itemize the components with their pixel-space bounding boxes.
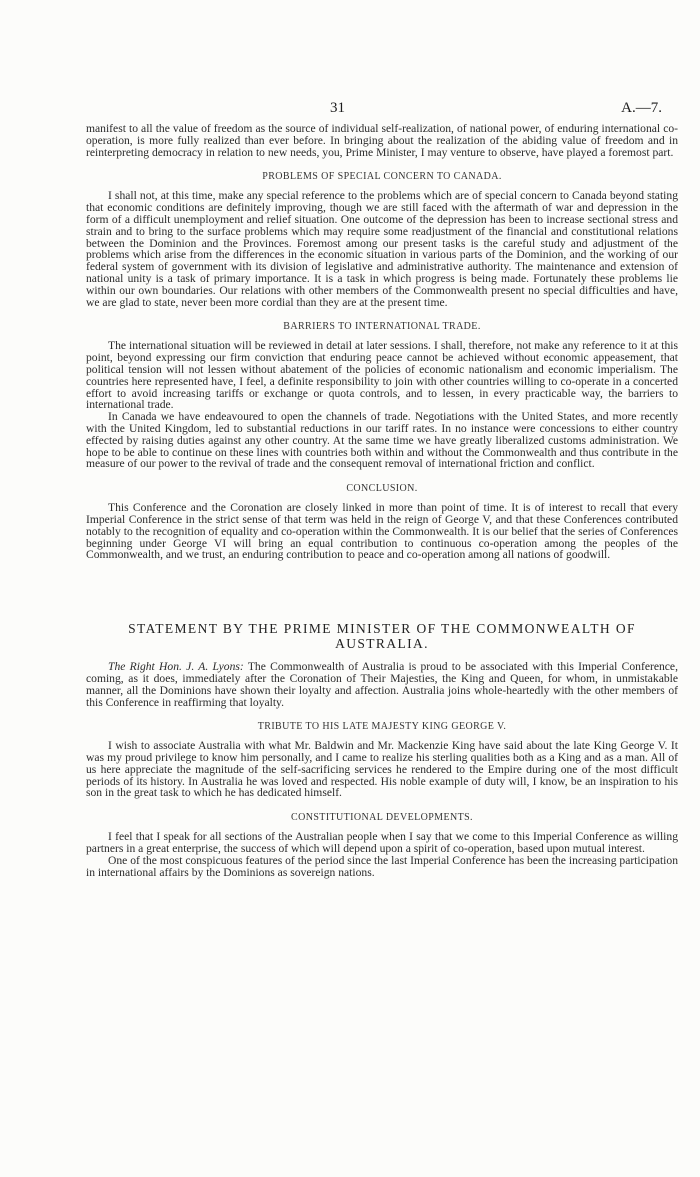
section-heading: TRIBUTE TO HIS LATE MAJESTY KING GEORGE V. bbox=[257, 721, 507, 733]
body-text bbox=[86, 123, 678, 878]
section-heading: BARRIERS TO INTERNATIONAL TRADE. bbox=[283, 321, 481, 333]
statement-title: STATEMENT BY THE PRIME MINISTER OF THE COMMONWEALTH OF AUSTRALIA. bbox=[128, 621, 636, 652]
page-number: 31 bbox=[330, 100, 345, 116]
section-heading: PROBLEMS OF SPECIAL CONCERN TO CANADA. bbox=[262, 171, 502, 183]
section-heading: CONSTITUTIONAL DEVELOPMENTS. bbox=[291, 812, 473, 824]
paragraph: The international situation will be reviewed in detail at later sessions. I shall, therefore, not make any reference to it at this point, beyond expressing our firm conviction that enduring peace cannot be achieved without economic appeasement, that political tension will not lessen without abatement of the policies of economic nationalism and economic imperialism. The countries here represented have, I feel, a definite responsibility to join with other countries willing to co-operate in a concerted effort to avoid increasing tariffs or exchange or quota controls, and to lessen, in every practicable way, the barriers to international trade. bbox=[86, 339, 678, 412]
paragraph: One of the most conspicuous features of the period since the last Imperial Conference has been the increasing participation in international affairs by the Dominions as sovereign nations. bbox=[86, 853, 678, 879]
paragraph: I wish to associate Australia with what Mr. Baldwin and Mr. Mackenzie King have said about the late King George V. It was my proud privilege to know him personally, and I came to realize his sterling qualities both as a King and as a man. All of us here appreciate the magnitude of the self-sacrificing services he rendered to the Empire during one of the most difficult periods of its history. In Australia he was loved and respected. His noble example of duty will, I know, be an inspiration to his son in the great task to which he has dedicated himself. bbox=[86, 739, 678, 800]
paragraph: In Canada we have endeavoured to open the channels of trade. Negotiations with the United States, and more recently with the United Kingdom, led to substantial reductions in our tariff rates. In no instance were concessions to either country effected by raising duties against any other country. At the same time we have greatly liberalized customs administration. We hope to be able to continue on these lines with countries both within and without the Commonwealth and thus contribute in the measure of our power to the revival of trade and the consequent removal of international friction and conflict. bbox=[86, 410, 678, 471]
document-reference: A.—7. bbox=[621, 100, 662, 116]
paragraph: manifest to all the value of freedom as the source of individual self-realization, of national power, of enduring international co-operation, is more fully realized than ever before. In bringing about the realization of the abiding value of freedom and in reinterpreting democracy in relation to new needs, you, Prime Minister, I may venture to observe, have played a foremost part. bbox=[86, 122, 678, 159]
section-heading: CONCLUSION. bbox=[346, 483, 418, 495]
paragraph: I shall not, at this time, make any special reference to the problems which are of special concern to Canada beyond stating that economic conditions are definitely improving, though we are still faced with the aftermath of war and depression in the form of a difficult unemployment and relief situation. One outcome of the depression has been to increase sectional stress and strain and to bring to the surface problems which may require some readjustment of the financial and constitutional relations between the Dominion and the Provinces. Foremost among our present tasks is the careful study and adjustment of the problems which arise from the differences in the economic situation in various parts of the Dominion, and the working of our federal system of government with its division of legislative and administrative authority. The maintenance and extension of national unity is a task of primary importance. It is a task in which progress is being made. Fortunately these problems lie within our own boundaries. Our relations with other members of the Commonwealth present no special difficulties and have, we are glad to state, never been more cordial than they are at the present time. bbox=[86, 189, 678, 309]
paragraph bbox=[86, 661, 678, 708]
paragraph: I feel that I speak for all sections of the Australian people when I say that we come to this Imperial Conference as willing partners in a great enterprise, the success of which will depend upon a spirit of co-operation, based upon mutual interest. bbox=[86, 830, 678, 856]
paragraph-text: The Commonwealth of Australia is proud to be associated with this Imperial Conference, coming, as it does, immediately after the Coronation of Their Majesties, the King and Queen, for whom, in unmistakable manner, all the Dominions have shown their loyalty and affection. Australia joins whole-heartedly with the other members of this Conference in reaffirming that loyalty. bbox=[86, 660, 678, 709]
paragraph: This Conference and the Coronation are closely linked in more than point of time. It is of interest to recall that every Imperial Conference in the strict sense of that term was held in the reign of George V, and that these Conferences contributed notably to the recognition of equality and co-operation within the Commonwealth. It is our belief that the series of Conferences beginning under George VI will bring an equal contribution to continuous co-operation among the peoples of the Commonwealth, and we trust, an enduring contribution to peace and co-operation among all nations of goodwill. bbox=[86, 501, 678, 562]
speaker-name: The Right Hon. J. A. Lyons: bbox=[108, 660, 244, 674]
